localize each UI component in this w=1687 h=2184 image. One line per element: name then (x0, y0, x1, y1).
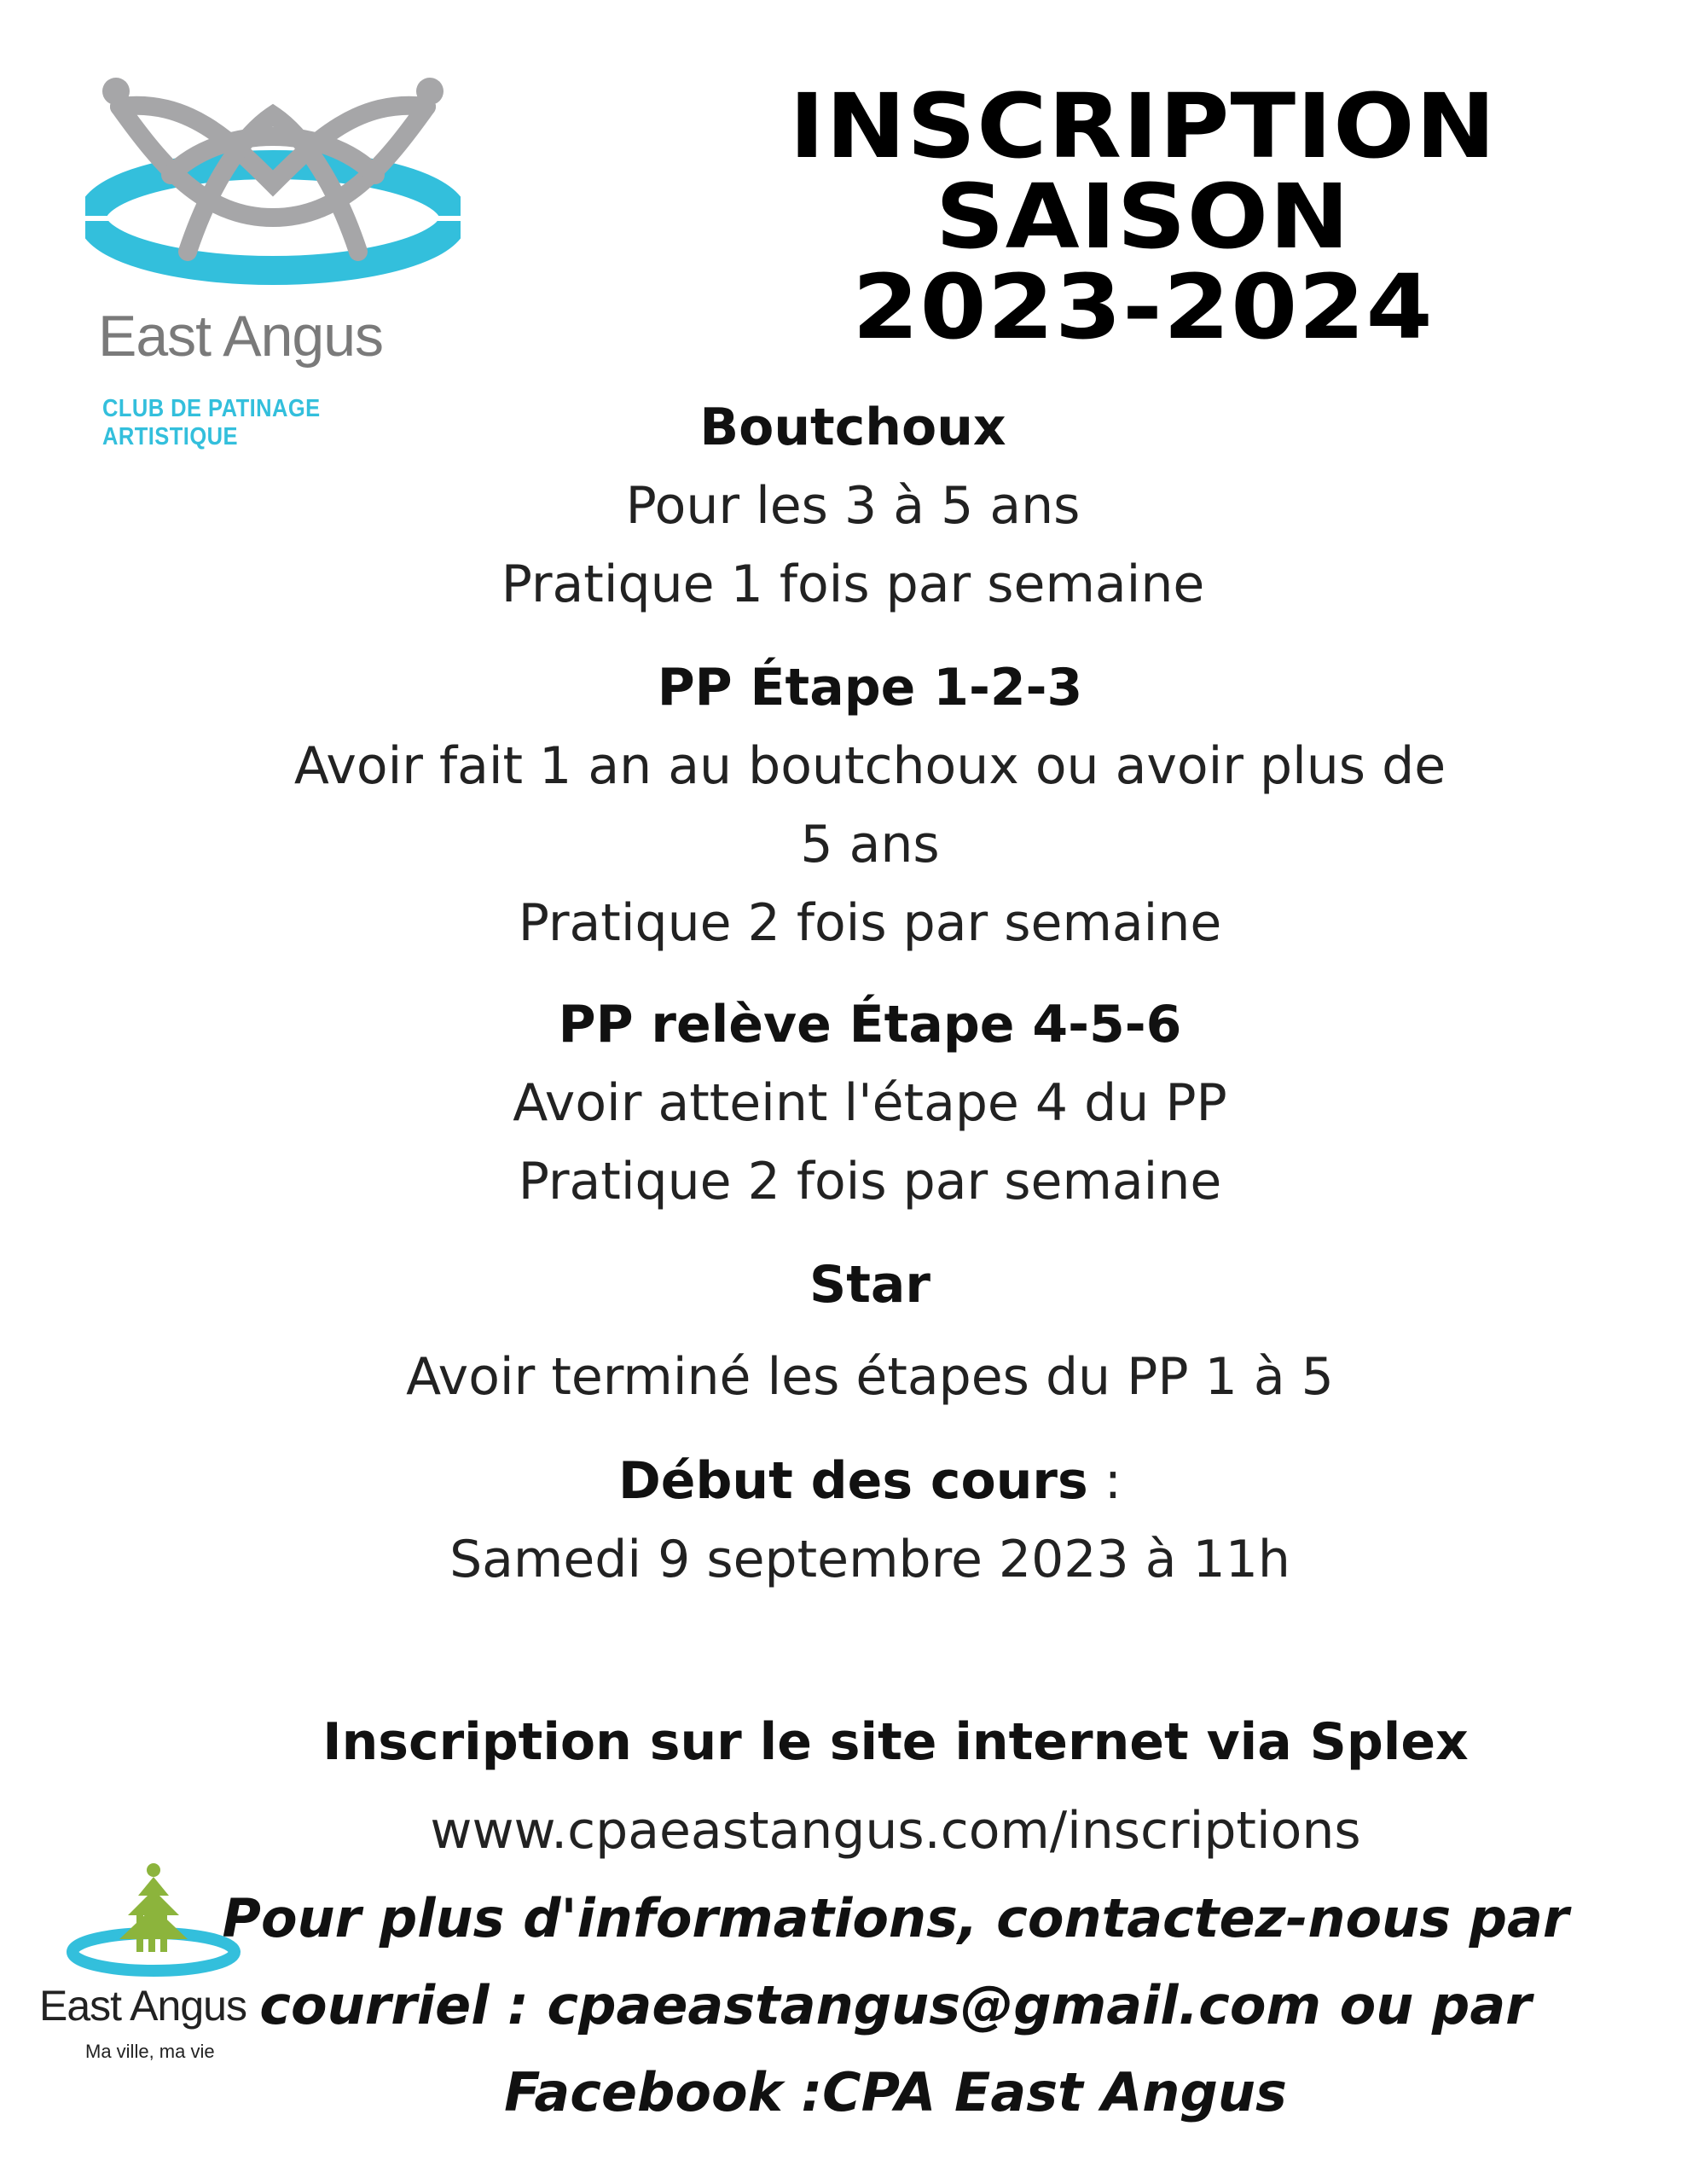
page-title (759, 74, 1527, 359)
registration-url[interactable]: www.cpaeastangus.com/inscriptions (430, 1801, 1361, 1861)
section-line: Pratique 2 fois par semaine (518, 893, 1222, 953)
section-heading: Boutchoux (699, 398, 1006, 457)
section-pp-etape-1-2-3 (196, 648, 1544, 962)
section-heading: PP Étape 1-2-3 (657, 658, 1083, 717)
info-line-2: courriel : cpaeastangus@gmail.com ou par (259, 1974, 1532, 2036)
title-line-1: INSCRIPTION (789, 74, 1497, 178)
section-line: Pour les 3 à 5 ans (625, 476, 1081, 536)
title-line-3: 2023-2024 (852, 255, 1434, 359)
section-boutchoux (196, 388, 1544, 624)
tree-logo-icon (34, 1860, 281, 1988)
section-registration (222, 1698, 1569, 2136)
start-heading-line (196, 1442, 1544, 1520)
section-heading: Star (809, 1255, 930, 1315)
registration-heading: Inscription sur le site internet via Splex (322, 1712, 1469, 1772)
town-logo (34, 1860, 281, 2073)
section-line: Avoir fait 1 an au boutchoux ou avoir plus de (293, 736, 1446, 796)
section-heading: PP relève Étape 4-5-6 (558, 995, 1182, 1054)
start-heading: Début des cours (617, 1451, 1088, 1511)
info-line-3: Facebook :CPA East Angus (504, 2061, 1287, 2123)
section-line: Pratique 2 fois par semaine (518, 1152, 1222, 1211)
section-star (196, 1246, 1544, 1416)
town-motto: Ma ville, ma vie (85, 2041, 215, 2062)
club-name: East Angus (98, 304, 384, 369)
town-name: East Angus (39, 1982, 246, 2030)
start-colon: : (1087, 1451, 1122, 1511)
section-pp-releve (196, 985, 1544, 1221)
info-line-1: Pour plus d'informations, contactez-nous par (222, 1887, 1569, 1949)
section-line: Avoir atteint l'étape 4 du PP (513, 1073, 1227, 1133)
section-start (196, 1442, 1544, 1599)
section-line: 5 ans (800, 815, 940, 874)
section-line: Pratique 1 fois par semaine (501, 555, 1205, 614)
title-line-2: SAISON (935, 165, 1351, 269)
section-line: Avoir terminé les étapes du PP 1 à 5 (406, 1347, 1334, 1407)
club-logo (85, 73, 461, 450)
start-date: Samedi 9 septembre 2023 à 11h (449, 1530, 1290, 1589)
skater-logo-icon (85, 73, 461, 303)
club-subtitle: CLUB DE PATINAGE ARTISTIQUE (102, 395, 321, 450)
